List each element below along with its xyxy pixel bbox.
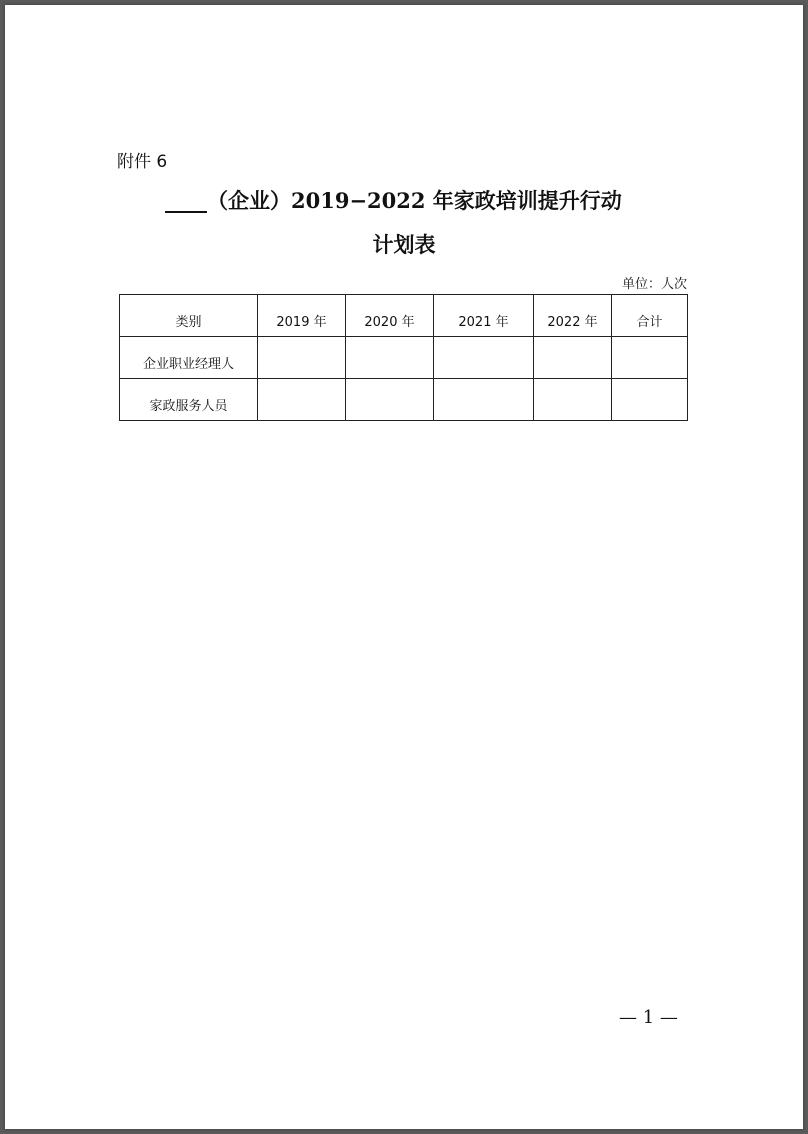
header-total: 合计 — [612, 295, 688, 337]
header-2022: 2022 年 — [534, 295, 612, 337]
header-2019: 2019 年 — [258, 295, 346, 337]
row-category: 家政服务人员 — [120, 379, 258, 421]
document-subtitle: 计划表 — [372, 232, 436, 257]
table-cell — [346, 379, 434, 421]
document-page — [5, 5, 803, 1129]
table-row — [120, 379, 688, 421]
table-header-row — [120, 295, 688, 337]
attachment-label: 附件 6 — [117, 152, 168, 172]
table-cell — [258, 337, 346, 379]
header-2020: 2020 年 — [346, 295, 434, 337]
table-cell — [534, 379, 612, 421]
header-2021: 2021 年 — [434, 295, 534, 337]
table-cell — [434, 337, 534, 379]
table-cell — [258, 379, 346, 421]
unit-label: 单位：人次 — [621, 277, 687, 292]
document-title: ____（企业）2019−2022 年家政培训提升行动 — [165, 188, 622, 213]
table-cell — [534, 337, 612, 379]
table-cell — [346, 337, 434, 379]
page-number: — 1 — — [619, 1007, 678, 1028]
plan-table — [119, 294, 688, 421]
header-category: 类别 — [120, 295, 258, 337]
table-cell — [612, 379, 688, 421]
table-cell — [434, 379, 534, 421]
table-cell — [612, 337, 688, 379]
table-row — [120, 337, 688, 379]
row-category: 企业职业经理人 — [120, 337, 258, 379]
